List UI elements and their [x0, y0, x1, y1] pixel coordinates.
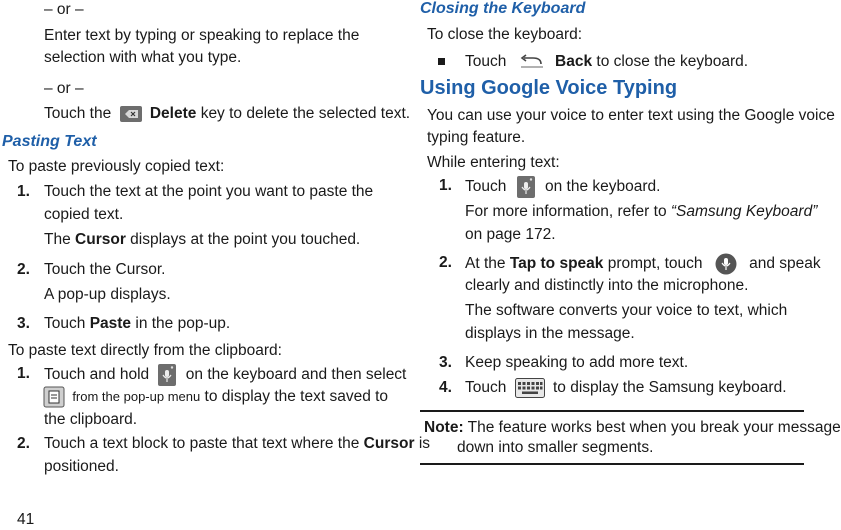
vstep-1-info-2: on page 172.: [465, 226, 556, 243]
s4-b: to display the Samsung keyboard.: [553, 379, 787, 397]
cb1-d: to display the text saved to: [204, 388, 389, 406]
vstep-4-line: [465, 378, 787, 398]
or-separator-2: – or –: [44, 80, 84, 97]
voice-typing-heading: Using Google Voice Typing: [420, 77, 678, 99]
back-bold: Back: [555, 53, 593, 70]
cursor-post: displays at the point you touched.: [130, 231, 361, 248]
microphone-icon: [517, 176, 535, 198]
step-1-number: 1.: [17, 183, 30, 200]
paste-intro: To paste previously copied text:: [8, 158, 225, 175]
cb-step-1-number: 1.: [17, 365, 30, 382]
cb-step-2-line-2: positioned.: [44, 458, 119, 475]
bullet-square: [438, 58, 445, 65]
s1-b: on the keyboard.: [545, 178, 661, 196]
back-rest: to close the keyboard.: [596, 53, 749, 70]
voice-intro-1: You can use your voice to enter text using the Google voice: [427, 107, 835, 124]
step-3-line: [44, 314, 230, 334]
vstep-2-line-1: [465, 253, 821, 275]
note-top-rule: [420, 410, 804, 412]
s2-c: and speak: [749, 255, 821, 273]
vstep-2-line-4: displays in the message.: [465, 325, 635, 342]
while-entering: While entering text:: [427, 154, 560, 171]
voice-intro-2: typing feature.: [427, 129, 526, 146]
note-label: Note:: [424, 419, 464, 436]
enter-text-line-2: selection with what you type.: [44, 49, 242, 66]
enter-text-line-1: Enter text by typing or speaking to replace the: [44, 27, 360, 44]
step-3-number: 3.: [17, 315, 30, 332]
cb2-a: Touch a text block to paste that text where the: [44, 435, 360, 452]
cb2-b: is: [418, 435, 431, 452]
vstep-1-info: [465, 202, 817, 222]
cursor-pre: The: [44, 231, 71, 248]
popup-displays: A pop-up displays.: [44, 286, 171, 303]
paste-bold: Paste: [89, 315, 132, 332]
cursor-bold: Cursor: [75, 231, 126, 248]
step-1-line-2: copied text.: [44, 206, 124, 223]
s2-a: At the: [465, 255, 506, 273]
vstep-2-line-2: clearly and distinctly into the microphone.: [465, 277, 749, 294]
s1-a: Touch: [465, 178, 507, 196]
s1-info-pre: For more information, refer to: [465, 203, 667, 220]
delete-label: Delete: [149, 105, 197, 122]
step-2-line-1: Touch the Cursor.: [44, 261, 166, 278]
speak-mic-icon: [715, 253, 737, 275]
microphone-key-icon: [158, 364, 176, 386]
back-icon: [517, 54, 545, 70]
keyboard-icon: [515, 378, 545, 398]
touch-the-text: Touch the: [44, 105, 112, 122]
vstep-2-number: 2.: [439, 254, 452, 271]
cb-step-2-number: 2.: [17, 435, 30, 452]
cb1-a: Touch and hold: [44, 366, 150, 384]
note-text-1: The feature works best when you break your message: [467, 419, 841, 436]
step-1-line-1: Touch the text at the point you want to paste the: [44, 183, 374, 200]
cb1-b: on the keyboard and then select: [185, 366, 407, 384]
delete-key-icon: [120, 106, 142, 122]
close-bullet: [438, 52, 748, 72]
cursor-displays: [44, 230, 360, 250]
s2-b: prompt, touch: [607, 255, 703, 273]
delete-rest: key to delete the selected text.: [200, 105, 411, 122]
page-number: 41: [17, 511, 35, 528]
cb-step-1-line-3: the clipboard.: [44, 411, 138, 428]
step-3-post: in the pop-up.: [135, 315, 231, 332]
clipboard-intro: To paste text directly from the clipboard:: [8, 342, 282, 359]
cb2-cursor-bold: Cursor: [363, 435, 415, 452]
cb-step-2-line-1: [44, 434, 430, 454]
vstep-3-line: Keep speaking to add more text.: [465, 354, 689, 371]
samsung-keyboard-link[interactable]: “Samsung Keyboard”: [670, 203, 818, 220]
vstep-4-number: 4.: [439, 379, 452, 396]
vstep-3-number: 3.: [439, 354, 452, 371]
tap-to-speak-bold: Tap to speak: [509, 255, 604, 273]
closing-keyboard-heading: Closing the Keyboard: [420, 0, 586, 17]
cb-step-1-line-1: [44, 364, 406, 386]
cb-step-1-line-2: [44, 387, 388, 407]
note-line-1: [424, 418, 841, 438]
note-bottom-rule: [420, 463, 804, 465]
clipboard-icon: [44, 387, 64, 407]
vstep-1-line: [465, 176, 660, 198]
bullet-touch: Touch: [465, 53, 507, 70]
note-line-2: down into smaller segments.: [457, 439, 654, 456]
close-intro: To close the keyboard:: [427, 26, 583, 43]
step-2-number: 2.: [17, 261, 30, 278]
vstep-1-number: 1.: [439, 177, 452, 194]
step-3-pre: Touch: [44, 315, 86, 332]
s4-a: Touch: [465, 379, 507, 397]
or-separator-1: – or –: [44, 1, 84, 18]
delete-instruction: [44, 104, 410, 124]
pasting-text-heading: Pasting Text: [2, 133, 97, 150]
cb1-c: from the pop-up menu: [72, 389, 201, 405]
vstep-2-line-3: The software converts your voice to text, which: [465, 302, 788, 319]
